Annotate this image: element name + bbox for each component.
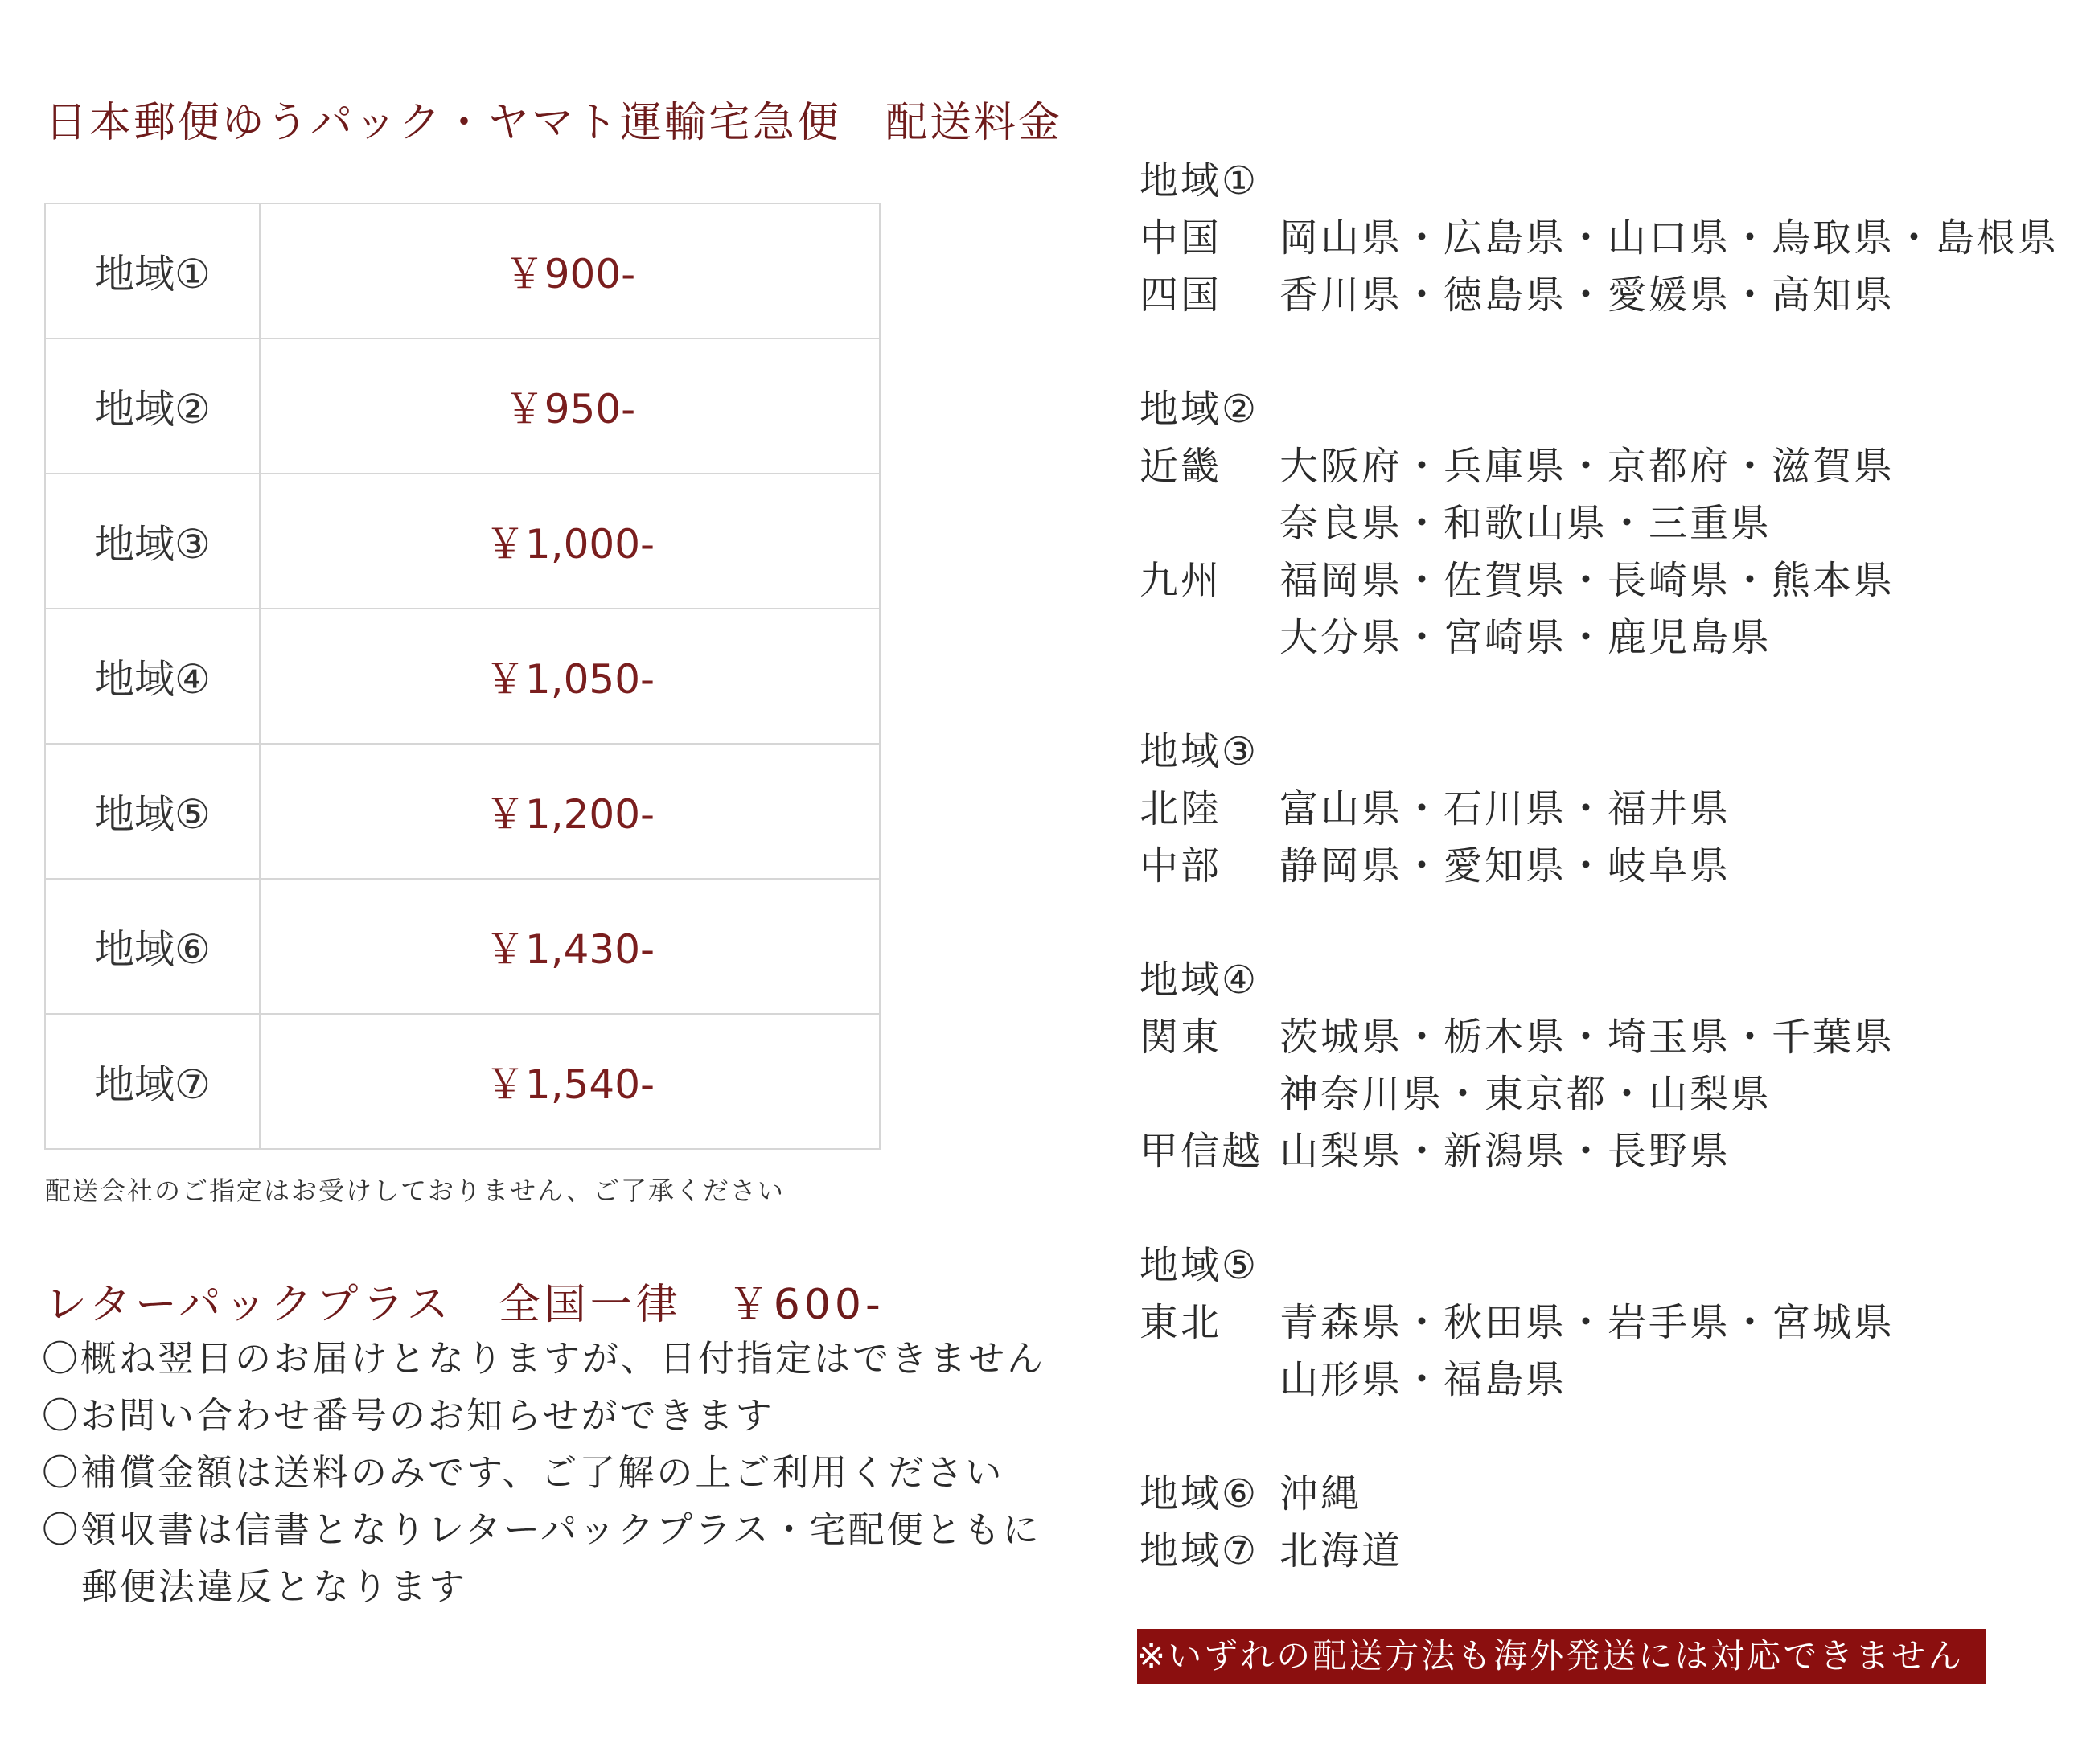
area-label (1140, 1066, 1279, 1123)
overseas-warning-banner: ※いずれの配送方法も海外発送には対応できません (1137, 1629, 1986, 1684)
pref-list: 静岡県・愛知県・岐阜県 (1279, 843, 1731, 888)
list-item: 郵便法違反となります (81, 1565, 468, 1608)
area-label: 関東 (1140, 1015, 1222, 1060)
region-7-row (1140, 1523, 2064, 1580)
letterpack-notes (42, 1330, 1047, 1615)
region-6-row (1140, 1466, 2064, 1523)
pref-list: 神奈川県・東京都・山梨県 (1279, 1072, 1772, 1117)
pref-list: 大阪府・兵庫県・京都府・滋賀県 (1279, 444, 1895, 489)
area-label (1140, 495, 1279, 552)
table-row (45, 474, 880, 609)
table-row (45, 879, 880, 1014)
region-title: 地域② (1140, 387, 1259, 432)
area-label: 中部 (1140, 843, 1222, 888)
table-row (45, 338, 880, 474)
pref-row (1140, 495, 2064, 552)
pref-list: 岡山県・広島県・山口県・鳥取県・島根県 (1279, 215, 2060, 260)
area-label: 中国 (1140, 215, 1222, 260)
list-item: 〇補償金額は送料のみです、ご了解の上ご利用ください (42, 1451, 1004, 1494)
list-item: 〇概ね翌日のお届けとなりますが、日付指定はできません (42, 1337, 1046, 1380)
region-cell: 地域⑤ (45, 744, 260, 879)
page-title: 日本郵便ゆうパック・ヤマト運輸宅急便 配送料金 (45, 99, 1063, 147)
region-title: 地域⑥ (1140, 1471, 1259, 1516)
pref-row (1140, 267, 2064, 324)
area-label: 九州 (1140, 558, 1222, 603)
area-label (1140, 609, 1279, 667)
price-cell: ￥900- (260, 203, 880, 338)
pref-row (1140, 1294, 2064, 1352)
pref-list: 山梨県・新潟県・長野県 (1279, 1129, 1731, 1174)
carrier-note: 配送会社のご指定はお受けしておりません、ご了承ください (45, 1175, 785, 1206)
pref-row (1140, 1066, 2064, 1123)
region-cell: 地域③ (45, 474, 260, 609)
pref-list: 香川県・徳島県・愛媛県・高知県 (1279, 273, 1895, 318)
list-item: 〇領収書は信書となりレターパックプラス・宅配便ともに (42, 1508, 1041, 1551)
area-label: 東北 (1140, 1300, 1222, 1345)
price-cell: ￥1,540- (260, 1014, 880, 1149)
region-cell: 地域① (45, 203, 260, 338)
region-title: 地域⑦ (1140, 1528, 1259, 1573)
region-title: 地域④ (1140, 958, 1259, 1003)
pref-row (1140, 210, 2064, 267)
area-label: 四国 (1140, 273, 1222, 318)
pref-list: 北海道 (1279, 1528, 1403, 1573)
pref-row (1140, 781, 2064, 838)
region-block-6-7 (1140, 1466, 2064, 1580)
pref-list: 青森県・秋田県・岩手県・宮城県 (1279, 1300, 1895, 1345)
region-title: 地域③ (1140, 729, 1259, 774)
pref-list: 福岡県・佐賀県・長崎県・熊本県 (1279, 558, 1895, 603)
region-block-4 (1140, 952, 2064, 1180)
region-title: 地域① (1140, 158, 1259, 203)
region-cell: 地域⑦ (45, 1014, 260, 1149)
pref-list: 沖縄 (1279, 1471, 1362, 1516)
table-row (45, 203, 880, 338)
pref-row (1140, 609, 2064, 667)
table-row (45, 609, 880, 744)
table-row (45, 1014, 880, 1149)
area-label: 甲信越 (1140, 1129, 1263, 1174)
price-cell: ￥1,000- (260, 474, 880, 609)
region-cell: 地域④ (45, 609, 260, 744)
region-list (1140, 153, 2064, 1580)
region-block-2 (1140, 381, 2064, 667)
rate-table (44, 203, 881, 1150)
price-cell: ￥1,200- (260, 744, 880, 879)
area-label: 近畿 (1140, 444, 1222, 489)
letterpack-heading: レターパックプラス 全国一律 ￥600- (45, 1281, 885, 1329)
pref-row (1140, 838, 2064, 895)
region-cell: 地域⑥ (45, 879, 260, 1014)
pref-row (1140, 1009, 2064, 1066)
table-row (45, 744, 880, 879)
pref-row (1140, 1123, 2064, 1180)
region-block-1 (1140, 153, 2064, 324)
pref-row (1140, 438, 2064, 495)
pref-list: 大分県・宮崎県・鹿児島県 (1279, 615, 1772, 660)
pref-list: 茨城県・栃木県・埼玉県・千葉県 (1279, 1015, 1895, 1060)
price-cell: ￥1,430- (260, 879, 880, 1014)
area-label (1140, 1352, 1279, 1409)
price-cell: ￥1,050- (260, 609, 880, 744)
pref-list: 奈良県・和歌山県・三重県 (1279, 501, 1772, 546)
pref-row (1140, 552, 2064, 609)
region-block-3 (1140, 724, 2064, 895)
price-cell: ￥950- (260, 338, 880, 474)
pref-list: 山形県・福島県 (1279, 1357, 1567, 1402)
area-label: 北陸 (1140, 786, 1222, 831)
region-cell: 地域② (45, 338, 260, 474)
list-item: 〇お問い合わせ番号のお知らせができます (42, 1394, 774, 1437)
pref-list: 富山県・石川県・福井県 (1279, 786, 1731, 831)
region-title: 地域⑤ (1140, 1243, 1259, 1288)
region-block-5 (1140, 1237, 2064, 1409)
pref-row (1140, 1352, 2064, 1409)
